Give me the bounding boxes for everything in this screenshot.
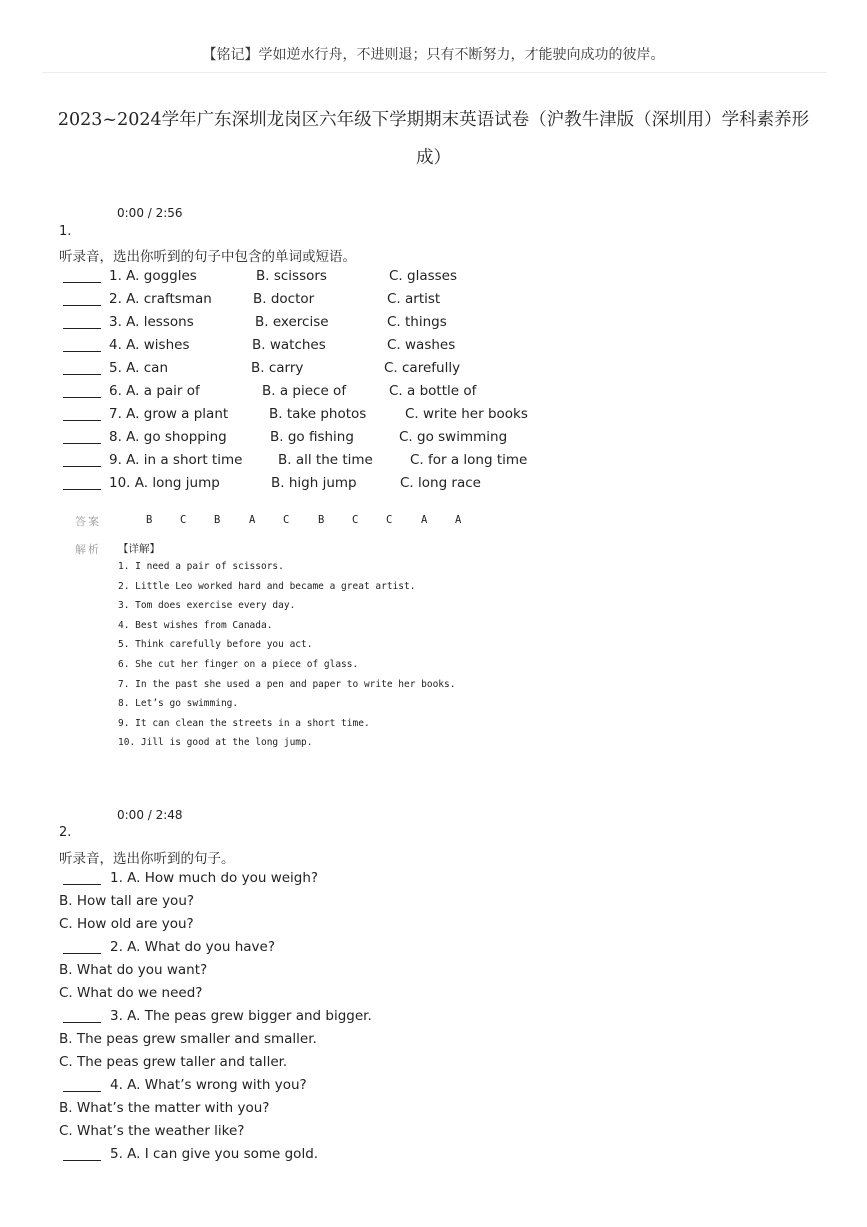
option-b: B. all the time xyxy=(278,452,373,468)
answer-blank[interactable] xyxy=(63,305,101,306)
audio-player-time[interactable]: 0:00 / 2:56 xyxy=(117,206,183,220)
page-title: 2023~2024学年广东深圳龙岗区六年级下学期期末英语试卷（沪教牛津版（深圳用）学科素养形 xyxy=(57,110,810,130)
answer-letter: A xyxy=(421,514,428,526)
explanation-line: 8. Let’s go swimming. xyxy=(118,698,239,710)
answer-blank[interactable] xyxy=(63,884,101,885)
explanation-line: 5. Think carefully before you act. xyxy=(118,639,313,651)
option-line: C. How old are you? xyxy=(59,916,194,932)
motto: 【铭记】学如逆水行舟，不进则退；只有不断努力，才能驶向成功的彼岸。 xyxy=(202,47,665,63)
question-instruction: 听录音，选出你听到的句子中包含的单词或短语。 xyxy=(59,249,356,265)
answer-blank[interactable] xyxy=(63,328,101,329)
option-a: 9. A. in a short time xyxy=(109,452,243,468)
answer-blank[interactable] xyxy=(63,466,101,467)
option-line: B. What do you want? xyxy=(59,962,208,978)
option-c: C. long race xyxy=(400,475,481,491)
option-line: B. How tall are you? xyxy=(59,893,195,909)
option-a: 2. A. craftsman xyxy=(109,291,212,307)
option-a: 3. A. lessons xyxy=(109,314,194,330)
option-a: 5. A. can xyxy=(109,360,169,376)
option-a: 4. A. wishes xyxy=(109,337,190,353)
explanation-line: 10. Jill is good at the long jump. xyxy=(118,737,313,749)
option-b: B. a piece of xyxy=(262,383,347,399)
answer-letter: C xyxy=(180,514,187,526)
answer-blank[interactable] xyxy=(63,1160,101,1161)
detail-heading: 【详解】 xyxy=(118,543,160,555)
option-c: C. artist xyxy=(387,291,441,307)
option-b: B. scissors xyxy=(256,268,327,284)
explanation-line: 3. Tom does exercise every day. xyxy=(118,600,296,612)
explanation-line: 6. She cut her finger on a piece of glass. xyxy=(118,659,359,670)
option-c: C. for a long time xyxy=(410,452,528,468)
page-title-continued: 成） xyxy=(416,148,451,168)
option-line: C. The peas grew taller and taller. xyxy=(59,1054,288,1070)
explanation-line: 9. It can clean the streets in a short time. xyxy=(118,717,370,729)
option-b: B. carry xyxy=(251,360,304,376)
audio-player-time[interactable]: 0:00 / 2:48 xyxy=(117,808,183,822)
option-c: C. write her books xyxy=(405,406,528,422)
option-a: 4. A. What’s wrong with you? xyxy=(110,1077,307,1093)
answer-letter: A xyxy=(249,514,256,526)
option-c: C. glasses xyxy=(389,268,458,284)
option-a: 6. A. a pair of xyxy=(109,383,200,399)
option-b: B. go fishing xyxy=(270,429,354,445)
explanation-line: 1. I need a pair of scissors. xyxy=(118,561,284,572)
option-a: 7. A. grow a plant xyxy=(109,406,229,422)
answer-blank[interactable] xyxy=(63,374,101,375)
option-c: C. a bottle of xyxy=(389,383,477,399)
answer-letter: C xyxy=(283,514,290,526)
answer-letter: B xyxy=(146,514,153,526)
answer-letter: C xyxy=(386,514,393,526)
question-instruction: 听录音，选出你听到的句子。 xyxy=(59,851,235,867)
option-c: C. things xyxy=(387,314,447,330)
option-a: 5. A. I can give you some gold. xyxy=(110,1146,319,1162)
question-number: 2. xyxy=(59,825,72,840)
option-b: B. doctor xyxy=(253,291,315,307)
option-a: 1. A. goggles xyxy=(109,268,197,284)
question-item xyxy=(0,1008,867,1030)
option-c: C. go swimming xyxy=(399,429,508,445)
option-a: 10. A. long jump xyxy=(109,475,220,491)
explanation-line: 7. In the past she used a pen and paper to write her books. xyxy=(118,678,456,690)
answer-blank[interactable] xyxy=(63,489,101,490)
analysis-label: 解析 xyxy=(75,543,101,556)
question-item xyxy=(0,1146,867,1168)
option-a: 2. A. What do you have? xyxy=(110,939,276,955)
answer-blank[interactable] xyxy=(63,443,101,444)
option-a: 8. A. go shopping xyxy=(109,429,227,445)
answer-blank[interactable] xyxy=(63,397,101,398)
explanation-line: 2. Little Leo worked hard and became a great artist. xyxy=(118,580,416,592)
answer-letter: A xyxy=(455,514,462,526)
option-line: C. What do we need? xyxy=(59,985,203,1001)
option-line: C. What’s the weather like? xyxy=(59,1123,245,1139)
header-divider xyxy=(42,72,827,73)
answer-letter: B xyxy=(318,514,325,526)
answer-blank[interactable] xyxy=(63,282,101,283)
option-b: B. take photos xyxy=(269,406,367,422)
answer-letter: B xyxy=(214,514,221,526)
question-item xyxy=(0,1077,867,1099)
answer-blank[interactable] xyxy=(63,1091,101,1092)
answer-blank[interactable] xyxy=(63,953,101,954)
option-b: B. exercise xyxy=(255,314,329,330)
option-c: C. carefully xyxy=(384,360,461,376)
question-item xyxy=(0,939,867,961)
option-c: C. washes xyxy=(387,337,456,353)
answer-label: 答案 xyxy=(75,515,101,528)
option-a: 1. A. How much do you weigh? xyxy=(110,870,319,886)
answer-letter: C xyxy=(352,514,359,526)
question-item xyxy=(0,870,867,892)
option-b: B. watches xyxy=(252,337,326,353)
answer-blank[interactable] xyxy=(63,351,101,352)
question-number: 1. xyxy=(59,224,72,239)
explanation-line: 4. Best wishes from Canada. xyxy=(118,619,273,631)
answer-blank[interactable] xyxy=(63,1022,101,1023)
option-line: B. What’s the matter with you? xyxy=(59,1100,270,1116)
option-b: B. high jump xyxy=(271,475,357,491)
option-line: B. The peas grew smaller and smaller. xyxy=(59,1031,317,1047)
answer-blank[interactable] xyxy=(63,420,101,421)
option-a: 3. A. The peas grew bigger and bigger. xyxy=(110,1008,372,1024)
